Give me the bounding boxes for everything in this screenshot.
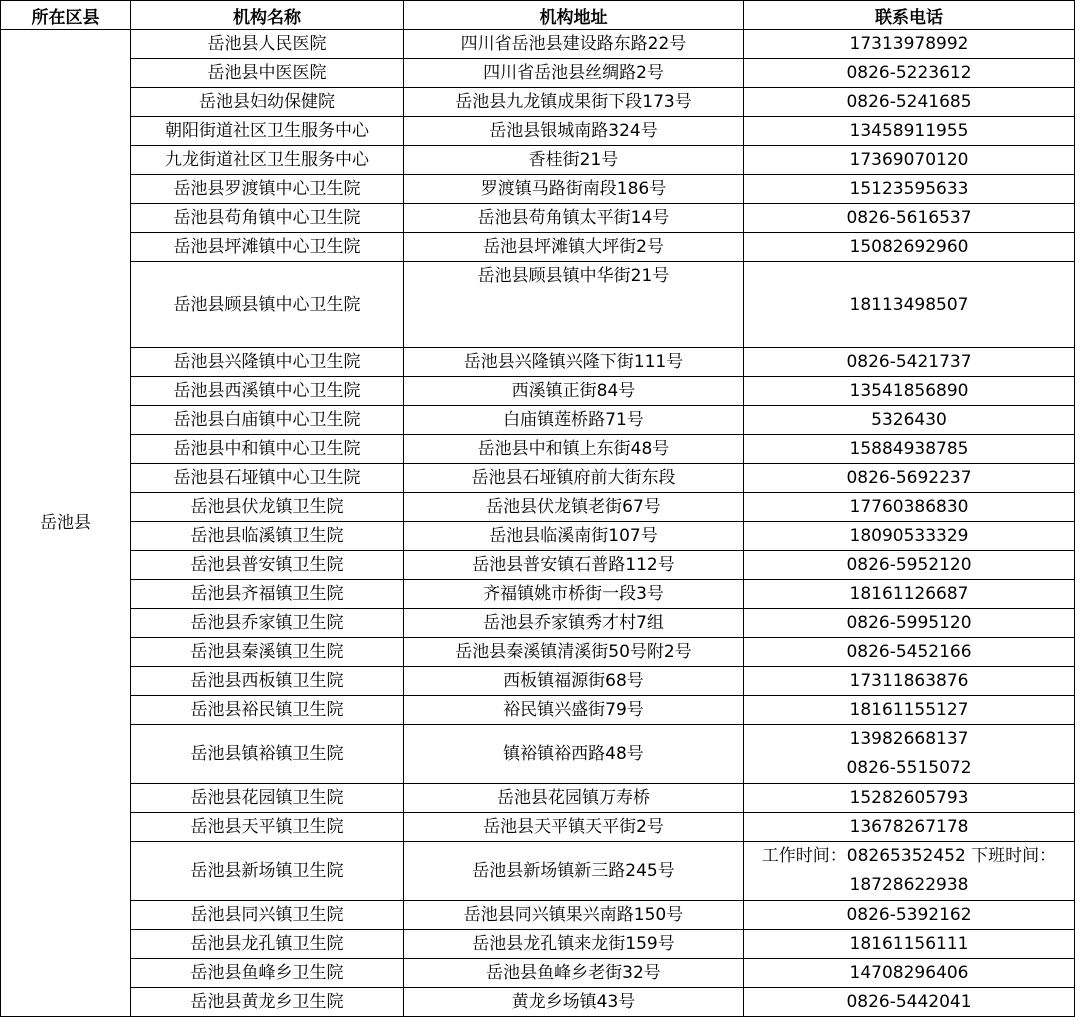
phone-cell: [744, 725, 1075, 784]
phone-cell: 17311863876: [744, 667, 1075, 696]
table-row: [1, 262, 1075, 348]
address-cell: 岳池县新场镇新三路245号: [404, 842, 744, 901]
name-cell: 岳池县新场镇卫生院: [131, 842, 404, 901]
name-cell: 岳池县普安镇卫生院: [131, 551, 404, 580]
name-cell: 岳池县临溪镇卫生院: [131, 522, 404, 551]
phone-cell: 13458911955: [744, 117, 1075, 146]
address-cell: 岳池县临溪南街107号: [404, 522, 744, 551]
table-row: [1, 784, 1075, 813]
address-cell: 齐福镇姚市桥街一段3号: [404, 580, 744, 609]
address-cell: 岳池县顾县镇中华街21号: [404, 262, 744, 348]
table-row: [1, 901, 1075, 930]
table-row: [1, 667, 1075, 696]
table-row: [1, 204, 1075, 233]
phone-line-2: 0826-5515072: [846, 758, 972, 778]
phone-cell: 0826-5392162: [744, 901, 1075, 930]
name-cell: 岳池县中和镇中心卫生院: [131, 435, 404, 464]
name-cell: 岳池县白庙镇中心卫生院: [131, 406, 404, 435]
phone-cell: 17313978992: [744, 30, 1075, 59]
name-cell: 九龙街道社区卫生服务中心: [131, 146, 404, 175]
phone-cell: 0826-5452166: [744, 638, 1075, 667]
header-name: 机构名称: [131, 1, 404, 30]
address-cell: 岳池县伏龙镇老街67号: [404, 493, 744, 522]
table-row: [1, 696, 1075, 725]
phone-cell: 0826-5616537: [744, 204, 1075, 233]
table-row: [1, 580, 1075, 609]
table-row: [1, 348, 1075, 377]
phone-cell: 18090533329: [744, 522, 1075, 551]
name-cell: 岳池县花园镇卫生院: [131, 784, 404, 813]
phone-cell: 17760386830: [744, 493, 1075, 522]
address-cell: 岳池县九龙镇成果街下段173号: [404, 88, 744, 117]
name-cell: 岳池县龙孔镇卫生院: [131, 930, 404, 959]
phone-cell: 15082692960: [744, 233, 1075, 262]
phone-cell: 0826-5692237: [744, 464, 1075, 493]
name-cell: 岳池县天平镇卫生院: [131, 813, 404, 842]
address-cell: 香桂街21号: [404, 146, 744, 175]
table-row: [1, 813, 1075, 842]
name-cell: 岳池县石垭镇中心卫生院: [131, 464, 404, 493]
address-cell: 岳池县鱼峰乡老街32号: [404, 959, 744, 988]
name-cell: 岳池县人民医院: [131, 30, 404, 59]
address-cell: 西溪镇正街84号: [404, 377, 744, 406]
address-cell: 镇裕镇裕西路48号: [404, 725, 744, 784]
name-cell: 岳池县黄龙乡卫生院: [131, 988, 404, 1017]
phone-cell: 18161126687: [744, 580, 1075, 609]
table-row: [1, 377, 1075, 406]
phone-cell: 0826-5223612: [744, 59, 1075, 88]
name-cell: 岳池县坪滩镇中心卫生院: [131, 233, 404, 262]
address-cell: 岳池县同兴镇果兴南路150号: [404, 901, 744, 930]
phone-cell: 15282605793: [744, 784, 1075, 813]
address-cell: 岳池县苟角镇太平街14号: [404, 204, 744, 233]
phone-line-1: 13982668137: [849, 729, 969, 749]
name-cell: 岳池县秦溪镇卫生院: [131, 638, 404, 667]
table-row: [1, 493, 1075, 522]
address-cell: 罗渡镇马路街南段186号: [404, 175, 744, 204]
table-row: [1, 638, 1075, 667]
address-cell: 岳池县银城南路324号: [404, 117, 744, 146]
table-row: [1, 988, 1075, 1017]
table-row: [1, 88, 1075, 117]
name-cell: 岳池县镇裕镇卫生院: [131, 725, 404, 784]
address-cell: 岳池县乔家镇秀才村7组: [404, 609, 744, 638]
address-cell: 岳池县兴隆镇兴隆下街111号: [404, 348, 744, 377]
table-row: [1, 842, 1075, 901]
address-cell: 裕民镇兴盛街79号: [404, 696, 744, 725]
name-cell: 岳池县顾县镇中心卫生院: [131, 262, 404, 348]
phone-cell: 0826-5995120: [744, 609, 1075, 638]
phone-cell: 18161156111: [744, 930, 1075, 959]
header-address: 机构地址: [404, 1, 744, 30]
phone-cell: 0826-5421737: [744, 348, 1075, 377]
table-row: [1, 406, 1075, 435]
phone-cell: 18113498507: [744, 262, 1075, 348]
name-cell: 岳池县西板镇卫生院: [131, 667, 404, 696]
name-cell: 岳池县西溪镇中心卫生院: [131, 377, 404, 406]
phone-cell: 15884938785: [744, 435, 1075, 464]
phone-cell: 13678267178: [744, 813, 1075, 842]
address-cell: 黄龙乡场镇43号: [404, 988, 744, 1017]
address-cell: 白庙镇莲桥路71号: [404, 406, 744, 435]
phone-cell: 0826-5241685: [744, 88, 1075, 117]
phone-cell: 17369070120: [744, 146, 1075, 175]
name-cell: 岳池县罗渡镇中心卫生院: [131, 175, 404, 204]
table-row: [1, 117, 1075, 146]
phone-cell: 13541856890: [744, 377, 1075, 406]
phone-cell: 0826-5952120: [744, 551, 1075, 580]
name-cell: 岳池县同兴镇卫生院: [131, 901, 404, 930]
table-row: [1, 725, 1075, 784]
phone-cell: 0826-5442041: [744, 988, 1075, 1017]
name-cell: 岳池县妇幼保健院: [131, 88, 404, 117]
header-district: 所在区县: [1, 1, 131, 30]
name-cell: 岳池县乔家镇卫生院: [131, 609, 404, 638]
name-cell: 岳池县兴隆镇中心卫生院: [131, 348, 404, 377]
header-phone: 联系电话: [744, 1, 1075, 30]
name-cell: 朝阳街道社区卫生服务中心: [131, 117, 404, 146]
table-row: [1, 522, 1075, 551]
phone-cell: 工作时间：08265352452 下班时间：18728622938: [744, 842, 1075, 901]
address-cell: 岳池县天平镇天平街2号: [404, 813, 744, 842]
name-cell: 岳池县中医医院: [131, 59, 404, 88]
address-cell: 岳池县秦溪镇清溪街50号附2号: [404, 638, 744, 667]
table-row: [1, 30, 1075, 59]
address-cell: 岳池县龙孔镇来龙街159号: [404, 930, 744, 959]
phone-cell: 14708296406: [744, 959, 1075, 988]
phone-cell: 18161155127: [744, 696, 1075, 725]
table-row: [1, 435, 1075, 464]
address-cell: 四川省岳池县建设路东路22号: [404, 30, 744, 59]
table-row: [1, 59, 1075, 88]
name-cell: 岳池县鱼峰乡卫生院: [131, 959, 404, 988]
name-cell: 岳池县裕民镇卫生院: [131, 696, 404, 725]
address-cell: 岳池县花园镇万寿桥: [404, 784, 744, 813]
phone-cell: 5326430: [744, 406, 1075, 435]
table-row: [1, 175, 1075, 204]
name-cell: 岳池县苟角镇中心卫生院: [131, 204, 404, 233]
name-cell: 岳池县伏龙镇卫生院: [131, 493, 404, 522]
name-cell: 岳池县齐福镇卫生院: [131, 580, 404, 609]
address-cell: 岳池县普安镇石普路112号: [404, 551, 744, 580]
address-cell: 岳池县石垭镇府前大街东段: [404, 464, 744, 493]
table-row: [1, 551, 1075, 580]
table-row: [1, 959, 1075, 988]
table-row: [1, 464, 1075, 493]
district-cell: 岳池县: [1, 30, 131, 1017]
table-row: [1, 233, 1075, 262]
address-cell: 四川省岳池县丝绸路2号: [404, 59, 744, 88]
table-row: [1, 609, 1075, 638]
address-cell: 岳池县中和镇上东街48号: [404, 435, 744, 464]
table-row: [1, 146, 1075, 175]
header-row: [1, 1, 1075, 30]
address-cell: 西板镇福源街68号: [404, 667, 744, 696]
address-cell: 岳池县坪滩镇大坪街2号: [404, 233, 744, 262]
table-row: [1, 930, 1075, 959]
phone-cell: 15123595633: [744, 175, 1075, 204]
